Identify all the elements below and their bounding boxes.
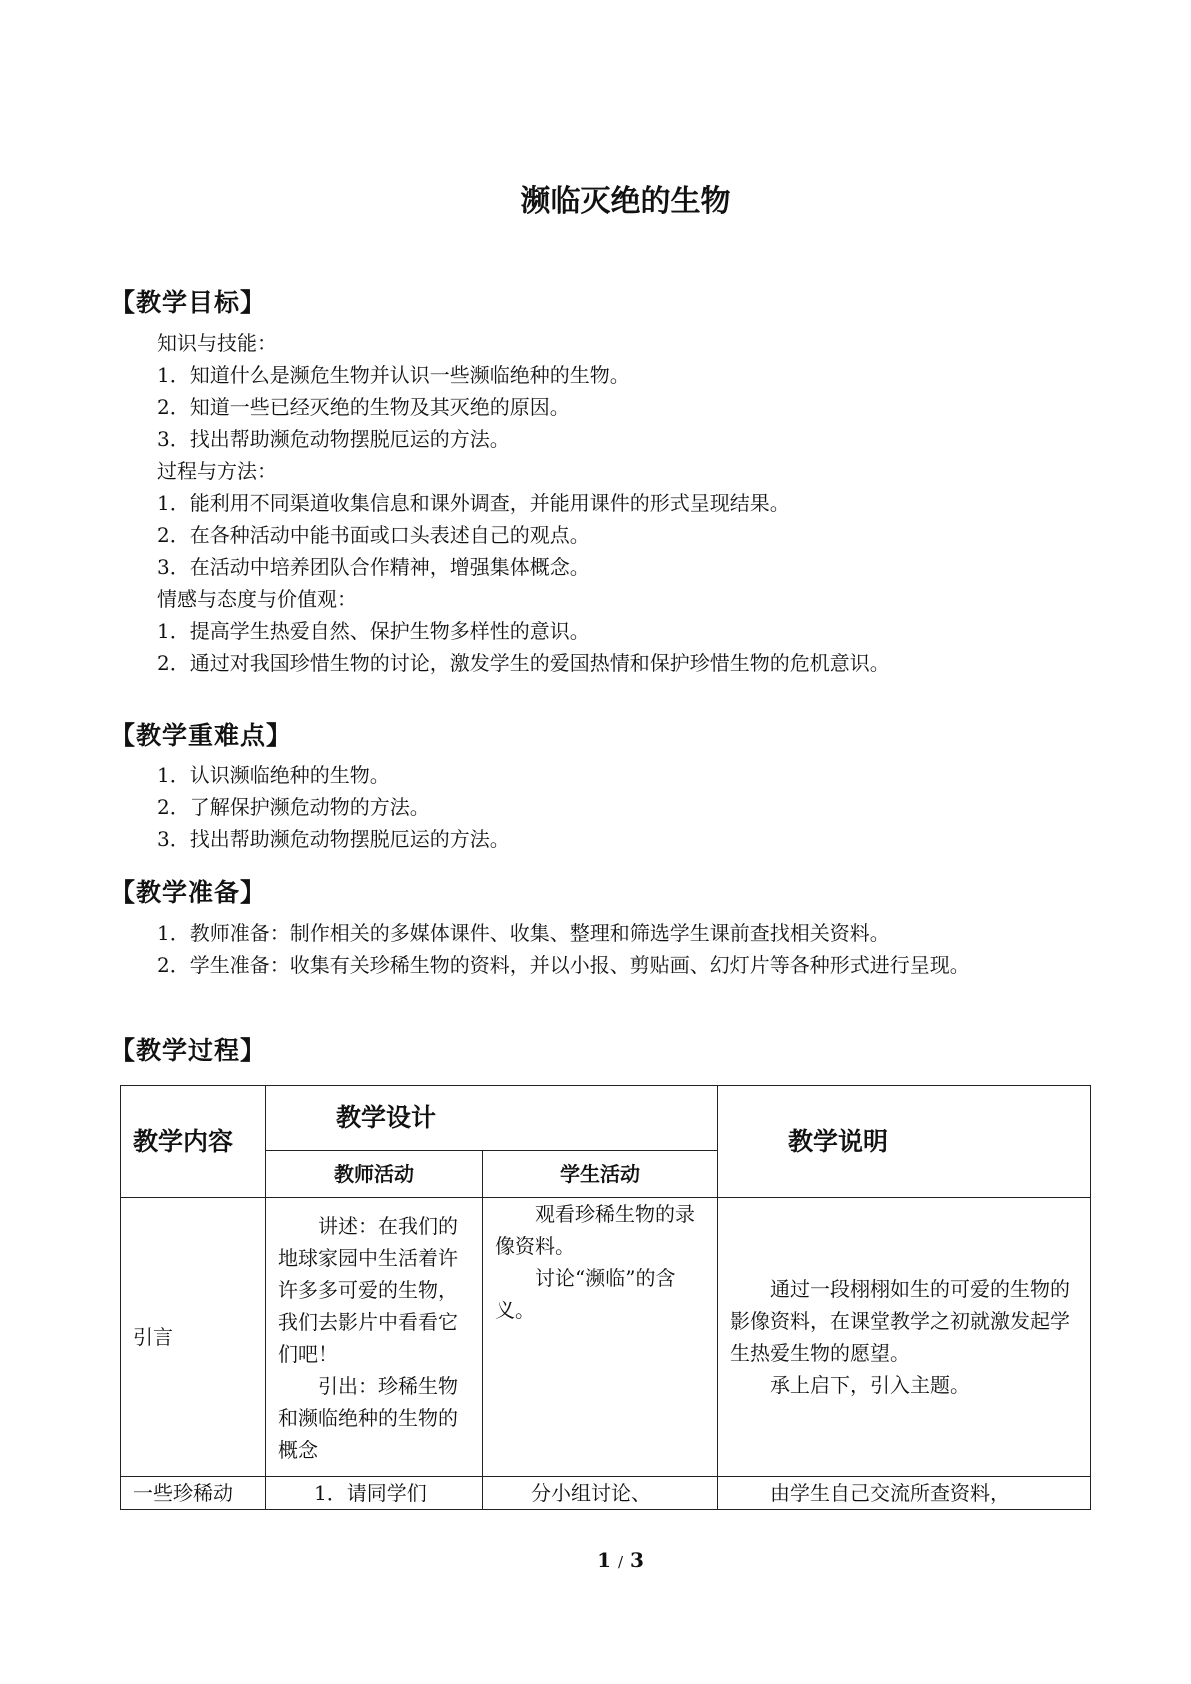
document-title: 濒临灭绝的生物 [520,184,731,219]
page-total: 3 [630,1548,644,1572]
header-content: 教学内容 [121,1086,266,1198]
table-header-row [121,1086,1091,1151]
goals-line: 知识与技能： [157,331,277,355]
row-content: 引言 [121,1198,266,1477]
row-notes: 通过一段栩栩如生的可爱的生物的影像资料，在课堂教学之初就激发起学生热爱生物的愿望。 承上启下，引入主题。 [718,1198,1091,1477]
row-teacher: 1．请同学们 [266,1477,483,1510]
section-heading-process: 【教学过程】 [110,1036,267,1065]
goals-line: 3．在活动中培养团队合作精神，增强集体概念。 [157,555,590,579]
prep-teacher: 1．教师准备：制作相关的多媒体课件、收集、整理和筛选学生课前查找相关资料。 [157,921,890,945]
goals-line: 2．通过对我国珍惜生物的讨论，激发学生的爱国热情和保护珍惜生物的危机意识。 [157,651,890,675]
goals-line: 过程与方法： [157,459,277,483]
prep-student: 2．学生准备：收集有关珍稀生物的资料，并以小报、剪贴画、幻灯片等各种形式进行呈现。 [157,953,970,977]
row-content: 一些珍稀动 [121,1477,266,1510]
table-row [121,1198,1091,1477]
keypoints-list [157,759,510,855]
header-student: 学生活动 [483,1151,718,1198]
page-separator: / [617,1553,624,1571]
goals-line: 1．能利用不同渠道收集信息和课外调查，并能用课件的形式呈现结果。 [157,491,790,515]
lesson-process-table [120,1085,1091,1510]
goals-line: 1．知道什么是濒危生物并认识一些濒临绝种的生物。 [157,363,630,387]
keypoints-line: 1．认识濒临绝种的生物。 [157,763,390,787]
row-student: 观看珍稀生物的录像资料。 讨论“濒临”的含义。 [483,1198,718,1477]
keypoints-line: 2．了解保护濒危动物的方法。 [157,795,430,819]
table-row [121,1477,1091,1510]
row-notes: 由学生自己交流所查资料， [718,1477,1091,1510]
page-number [0,1548,1191,1572]
header-teacher: 教师活动 [266,1151,483,1198]
section-heading-keypoints: 【教学重难点】 [110,721,293,750]
goals-line: 2．知道一些已经灭绝的生物及其灭绝的原因。 [157,395,570,419]
section-heading-prep: 【教学准备】 [110,878,267,907]
row-teacher: 讲述：在我们的地球家园中生活着许许多多可爱的生物，我们去影片中看看它们吧！ 引出：珍稀生物和濒临绝种的生物的概念 [266,1198,483,1477]
header-design: 教学设计 [266,1086,718,1151]
row-student: 分小组讨论、 [483,1477,718,1510]
page-current: 1 [597,1548,611,1572]
goals-line: 情感与态度与价值观： [157,587,357,611]
goals-line: 1．提高学生热爱自然、保护生物多样性的意识。 [157,619,590,643]
section-heading-goals: 【教学目标】 [110,288,267,317]
keypoints-line: 3．找出帮助濒危动物摆脱厄运的方法。 [157,827,510,851]
goals-line: 3．找出帮助濒危动物摆脱厄运的方法。 [157,427,510,451]
goals-list [157,327,890,679]
header-notes: 教学说明 [718,1086,1091,1198]
goals-line: 2．在各种活动中能书面或口头表述自己的观点。 [157,523,590,547]
